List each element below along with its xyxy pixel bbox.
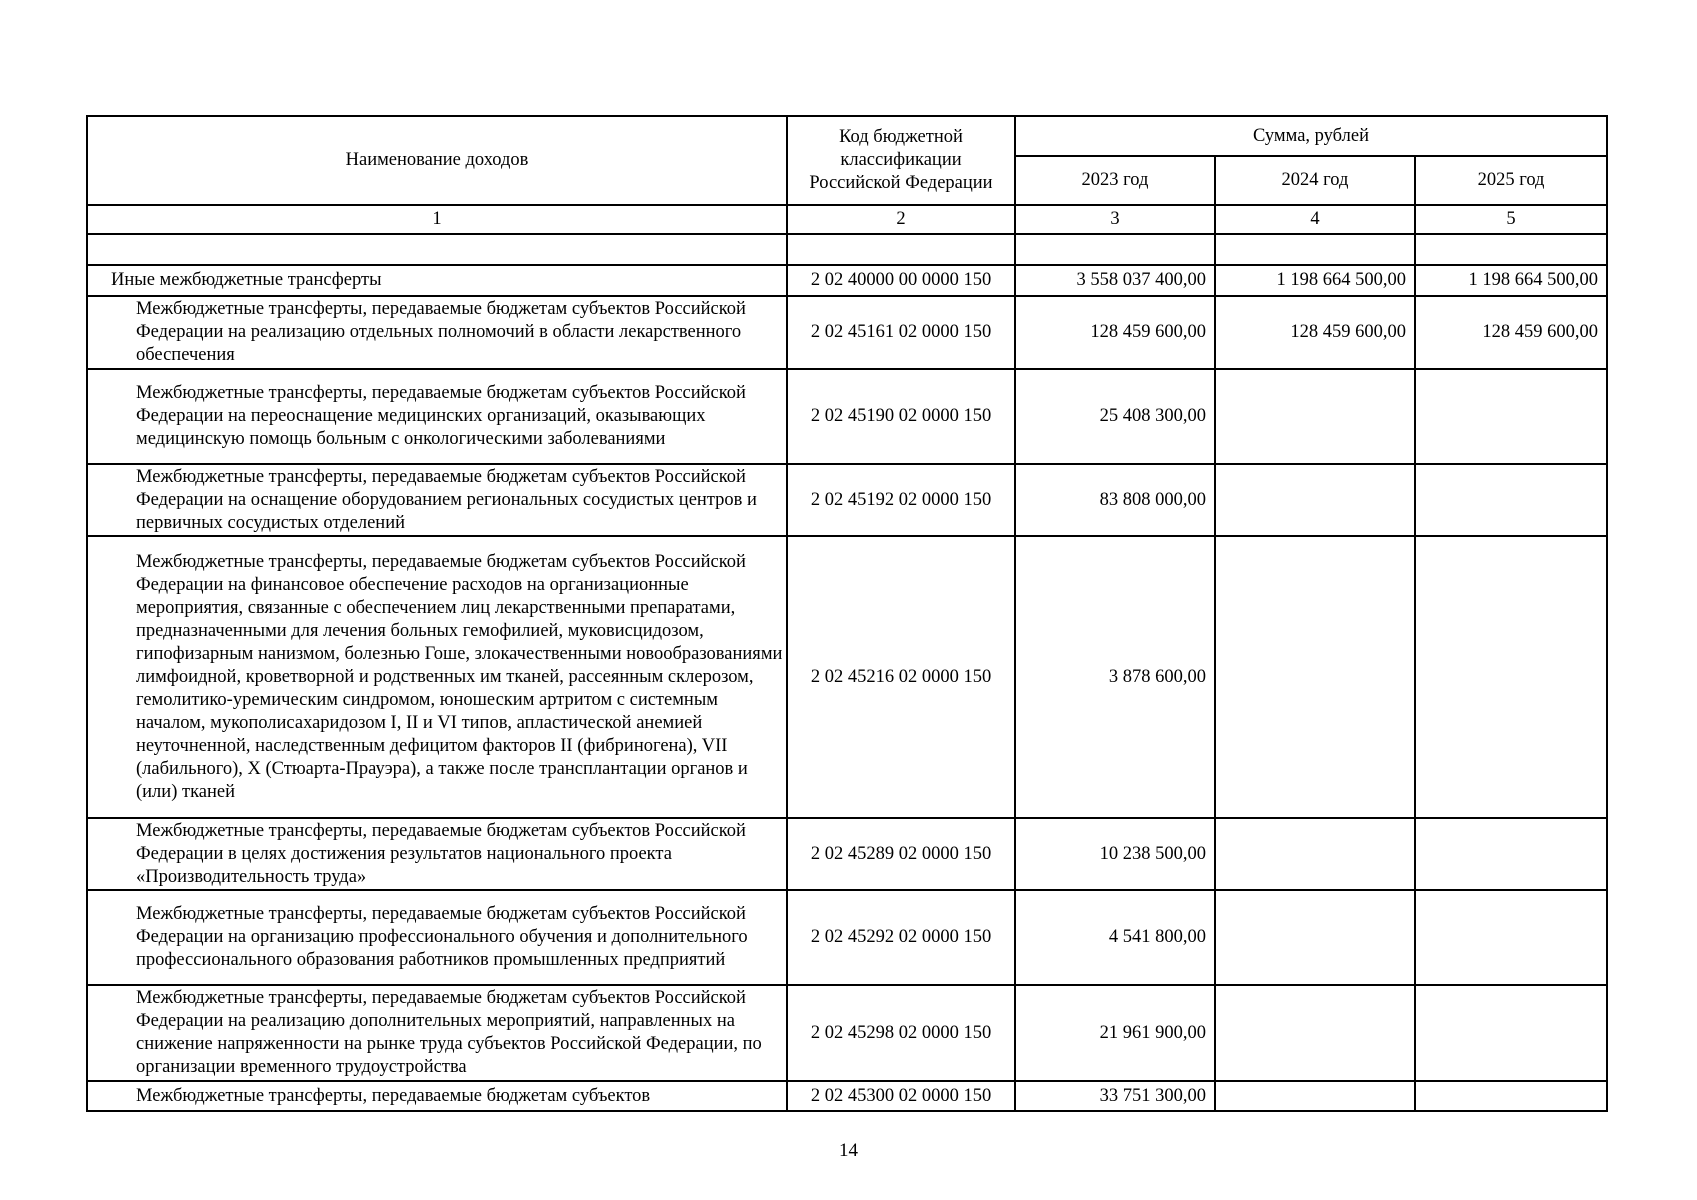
budget-code: 2 02 40000 00 0000 150 (787, 265, 1015, 296)
amount-2024 (1215, 985, 1415, 1081)
amount-2025 (1415, 818, 1607, 890)
header-year-2025: 2025 год (1415, 156, 1607, 205)
amount-2024: 1 198 664 500,00 (1215, 265, 1415, 296)
budget-code: 2 02 45161 02 0000 150 (787, 296, 1015, 369)
amount-2025: 1 198 664 500,00 (1415, 265, 1607, 296)
amount-2025 (1415, 369, 1607, 464)
header-year-2024: 2024 год (1215, 156, 1415, 205)
amount-2023: 128 459 600,00 (1015, 296, 1215, 369)
column-number: 3 (1015, 205, 1215, 234)
amount-2023: 4 541 800,00 (1015, 890, 1215, 985)
table-row (87, 818, 1607, 890)
budget-code: 2 02 45190 02 0000 150 (787, 369, 1015, 464)
amount-2023: 25 408 300,00 (1015, 369, 1215, 464)
amount-2023: 33 751 300,00 (1015, 1081, 1215, 1111)
revenue-name: Межбюджетные трансферты, передаваемые бюджетам субъектов Российской Федерации на финансовое обеспечение расходов на организационные мероприятия, связанные с обеспечением лиц лекарственными препаратами, предназначенными для лечения больных гемофилией, муковисцидозом, гипофизарным нанизмом, болезнью Гоше, злокачественными новообразованиями лимфоидной, кроветворной и родственных им тканей, рассеянным склерозом, гемолитико-уремическим синдромом, юношеским артритом с системным началом, мукополисахаридозом I, II и VI типов, апластической анемией неуточненной, наследственным дефицитом факторов II (фибриногена), VII (лабильного), X (Стюарта-Прауэра), а также после трансплантации органов и (или) тканей (87, 536, 787, 818)
budget-code: 2 02 45216 02 0000 150 (787, 536, 1015, 818)
empty-cell (1215, 234, 1415, 265)
table-row (87, 369, 1607, 464)
amount-2025 (1415, 536, 1607, 818)
column-number: 2 (787, 205, 1015, 234)
budget-code: 2 02 45289 02 0000 150 (787, 818, 1015, 890)
blank-row (87, 234, 1607, 265)
amount-2023: 3 878 600,00 (1015, 536, 1215, 818)
budget-code: 2 02 45192 02 0000 150 (787, 464, 1015, 536)
page-number: 14 (839, 1140, 858, 1161)
table-row (87, 296, 1607, 369)
revenue-name: Межбюджетные трансферты, передаваемые бюджетам субъектов Российской Федерации на реализацию отдельных полномочий в области лекарственного обеспечения (87, 296, 787, 369)
empty-cell (87, 234, 787, 265)
table-row (87, 265, 1607, 296)
amount-2025 (1415, 890, 1607, 985)
amount-2024 (1215, 890, 1415, 985)
column-number: 5 (1415, 205, 1607, 234)
amount-2024 (1215, 464, 1415, 536)
budget-code: 2 02 45292 02 0000 150 (787, 890, 1015, 985)
amount-2025 (1415, 985, 1607, 1081)
header-year-2023: 2023 год (1015, 156, 1215, 205)
amount-2023: 21 961 900,00 (1015, 985, 1215, 1081)
revenue-name: Иные межбюджетные трансферты (87, 265, 787, 296)
budget-code: 2 02 45298 02 0000 150 (787, 985, 1015, 1081)
header-budget-code: Код бюджетной классификации Российской Федерации (787, 116, 1015, 205)
amount-2024 (1215, 369, 1415, 464)
revenue-name: Межбюджетные трансферты, передаваемые бюджетам субъектов Российской Федерации на оснащение оборудованием региональных сосудистых центров и первичных сосудистых отделений (87, 464, 787, 536)
amount-2024 (1215, 536, 1415, 818)
revenue-name: Межбюджетные трансферты, передаваемые бюджетам субъектов Российской Федерации на организацию профессионального обучения и дополнительного профессионального образования работников промышленных предприятий (87, 890, 787, 985)
amount-2023: 10 238 500,00 (1015, 818, 1215, 890)
table-row (87, 985, 1607, 1081)
amount-2023: 83 808 000,00 (1015, 464, 1215, 536)
amount-2025 (1415, 1081, 1607, 1111)
amount-2025 (1415, 464, 1607, 536)
empty-cell (1415, 234, 1607, 265)
empty-cell (1015, 234, 1215, 265)
empty-cell (787, 234, 1015, 265)
amount-2023: 3 558 037 400,00 (1015, 265, 1215, 296)
table-row (87, 464, 1607, 536)
revenue-name: Межбюджетные трансферты, передаваемые бюджетам субъектов Российской Федерации на переоснащение медицинских организаций, оказывающих медицинскую помощь больным с онкологическими заболеваниями (87, 369, 787, 464)
table-row (87, 536, 1607, 818)
budget-code: 2 02 45300 02 0000 150 (787, 1081, 1015, 1111)
revenue-name: Межбюджетные трансферты, передаваемые бюджетам субъектов Российской Федерации на реализацию дополнительных мероприятий, направленных на снижение напряженности на рынке труда субъектов Российской Федерации, по организации временного трудоустройства (87, 985, 787, 1081)
amount-2025: 128 459 600,00 (1415, 296, 1607, 369)
header-sum: Сумма, рублей (1015, 116, 1607, 156)
amount-2024 (1215, 1081, 1415, 1111)
revenue-name: Межбюджетные трансферты, передаваемые бюджетам субъектов Российской Федерации в целях достижения результатов национального проекта «Производительность труда» (87, 818, 787, 890)
header-revenue-name: Наименование доходов (87, 116, 787, 205)
table-row (87, 890, 1607, 985)
column-number: 1 (87, 205, 787, 234)
table-row (87, 1081, 1607, 1111)
revenue-table (86, 115, 1608, 1112)
column-number-row (87, 205, 1607, 234)
amount-2024 (1215, 818, 1415, 890)
column-number: 4 (1215, 205, 1415, 234)
revenue-name: Межбюджетные трансферты, передаваемые бюджетам субъектов (87, 1081, 787, 1111)
amount-2024: 128 459 600,00 (1215, 296, 1415, 369)
